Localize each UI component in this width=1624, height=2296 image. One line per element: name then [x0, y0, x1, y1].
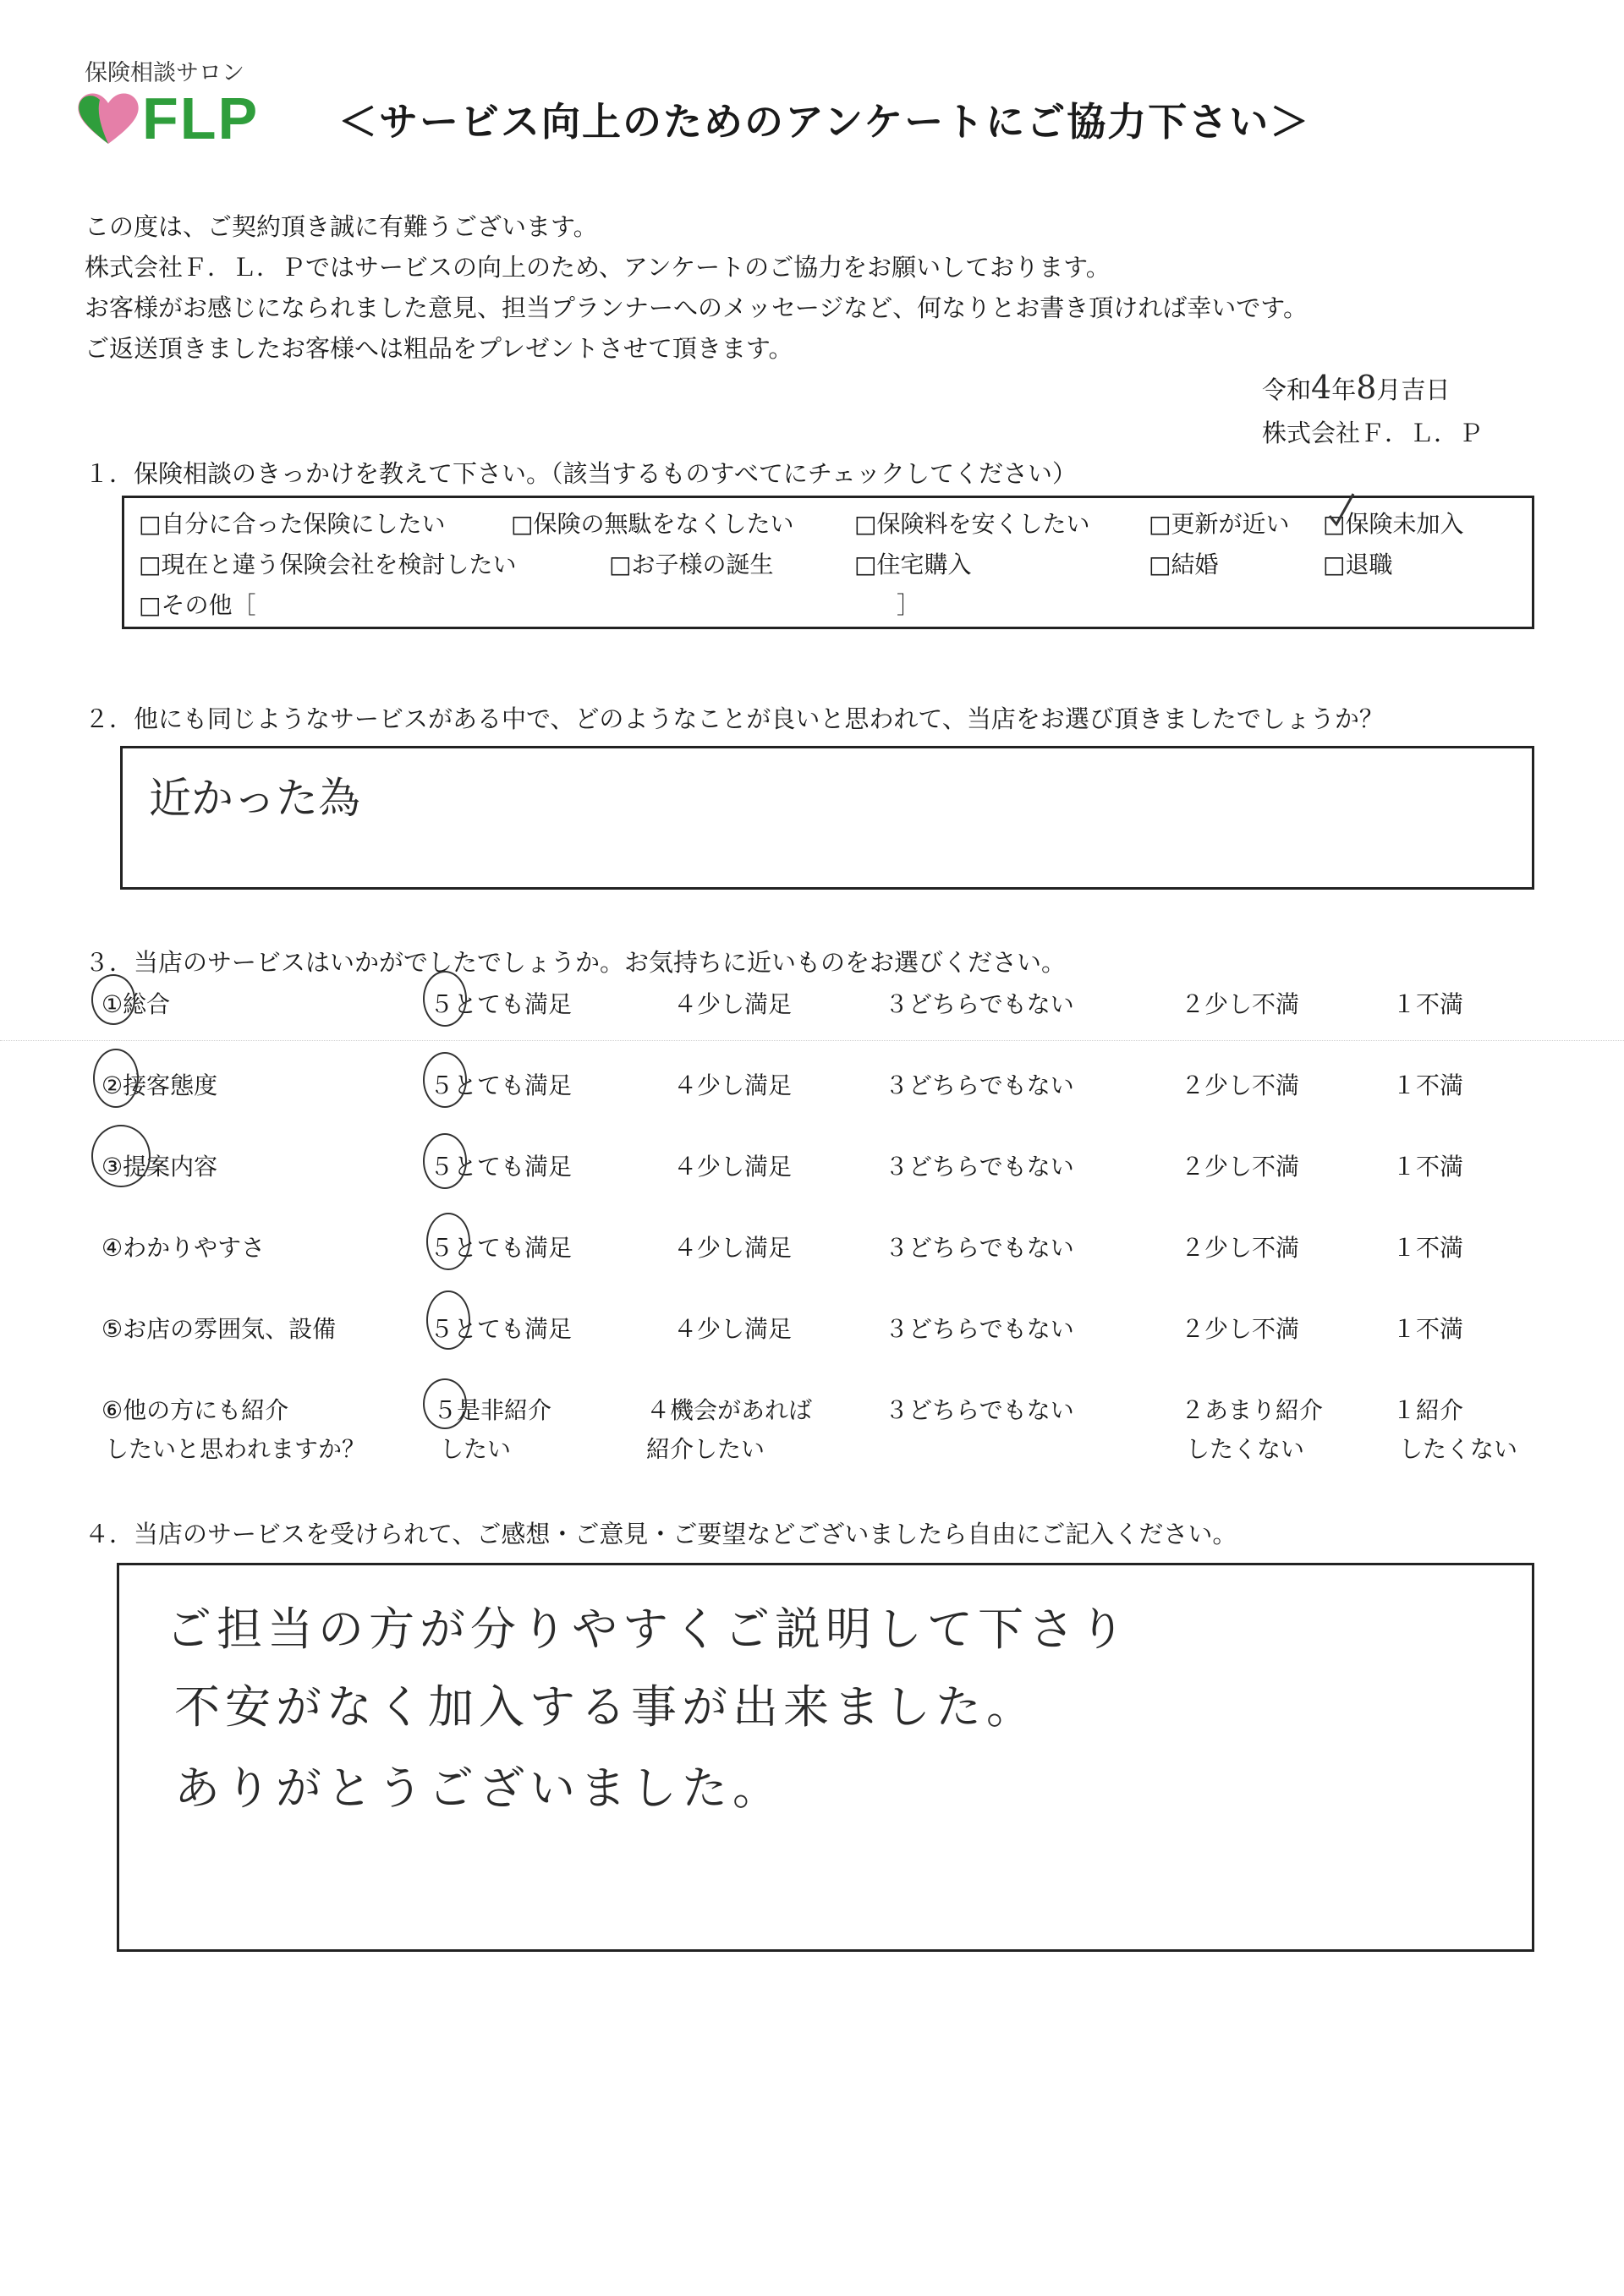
q1-option[interactable]: □更新が近い	[1149, 510, 1290, 538]
q3-option[interactable]: ３どちらでもない	[885, 1315, 1074, 1343]
q3-option[interactable]: ３どちらでもない	[885, 1153, 1074, 1181]
selection-circle	[423, 1378, 467, 1429]
date-month: 8	[1356, 369, 1377, 406]
q3-option[interactable]: ４少し満足	[673, 1153, 793, 1181]
q3-option[interactable]: ４少し満足	[673, 1315, 793, 1343]
q3-option-line2: したくない	[1186, 1435, 1305, 1463]
selection-circle	[423, 1133, 467, 1189]
logo-tagline: 保険相談サロン	[85, 60, 244, 86]
q3-option[interactable]: ３どちらでもない	[885, 990, 1074, 1018]
q1-option[interactable]: □保険の無駄をなくしたい	[511, 510, 794, 538]
q3-option[interactable]: ５とても満足	[430, 1234, 573, 1262]
q3-option-line2: 紹介したい	[646, 1435, 765, 1463]
logo-name: FLP	[142, 85, 260, 151]
row-circle	[91, 1125, 151, 1187]
q4-answer-line: 不安がなく加入する事が出来ました。	[174, 1680, 1037, 1734]
q3-option[interactable]: ２少し不満	[1181, 1153, 1300, 1181]
q3-option[interactable]: ５是非紹介	[433, 1396, 552, 1424]
q3-option[interactable]: ３どちらでもない	[885, 1396, 1074, 1424]
q2-answer: 近かった為	[149, 774, 360, 823]
q3-row-label: ①総合	[102, 990, 171, 1018]
intro-line: この度は、ご契約頂き誠に有難うございます。	[85, 212, 598, 241]
q3-option[interactable]: ３どちらでもない	[885, 1071, 1074, 1099]
check-mark-icon	[1325, 490, 1358, 528]
q3-option[interactable]: ４機会があれば	[646, 1396, 813, 1424]
q1-other-close: ］	[897, 591, 921, 619]
q3-row-label: ⑤お店の雰囲気、設備	[102, 1315, 337, 1343]
q3-option[interactable]: １紹介	[1392, 1396, 1464, 1424]
q1-option[interactable]: □現在と違う保険会社を検討したい	[139, 551, 517, 578]
q3-row-label-line2: したいと思われますか？	[105, 1435, 366, 1463]
q3-option[interactable]: １不満	[1392, 1153, 1464, 1181]
intro-line: 株式会社Ｆ．Ｌ．Ｐではサービスの向上のため、アンケートのご協力をお願いしております。	[85, 253, 1111, 282]
q3-option[interactable]: ２少し不満	[1181, 1315, 1300, 1343]
q3-option[interactable]: ２少し不満	[1181, 990, 1300, 1018]
q1-option[interactable]: □住宅購入	[854, 551, 972, 578]
q4-heading: ４．当店のサービスを受けられて、ご感想・ご意見・ご要望などございましたら自由にご記入ください。	[85, 1520, 1237, 1548]
q3-option[interactable]: １不満	[1392, 1234, 1464, 1262]
selection-circle	[423, 1052, 467, 1108]
company-name: 株式会社Ｆ．Ｌ．Ｐ	[1262, 419, 1484, 447]
q1-option[interactable]: □結婚	[1149, 551, 1219, 578]
q3-option[interactable]: ５とても満足	[430, 1071, 573, 1099]
selection-circle	[423, 971, 467, 1027]
q3-option[interactable]: １不満	[1392, 1071, 1464, 1099]
q3-option[interactable]: １不満	[1392, 1315, 1464, 1343]
q3-option[interactable]: ５とても満足	[430, 1315, 573, 1343]
q3-option[interactable]: １不満	[1392, 990, 1464, 1018]
q3-option[interactable]: ２あまり紹介	[1181, 1396, 1324, 1424]
row-circle	[93, 1049, 139, 1108]
q3-row-label: ④わかりやすさ	[102, 1234, 266, 1262]
q3-heading: ３．当店のサービスはいかがでしたでしょうか。お気持ちに近いものをお選びください。	[85, 948, 1067, 977]
q3-row-label: ⑥他の方にも紹介	[102, 1396, 289, 1424]
q1-option[interactable]: □退職	[1323, 551, 1393, 578]
date-year: 4	[1311, 369, 1332, 406]
q1-option[interactable]: □自分に合った保険にしたい	[139, 510, 446, 538]
q3-option[interactable]: ２少し不満	[1181, 1071, 1300, 1099]
q3-option-line2: したい	[440, 1435, 512, 1463]
q3-option[interactable]: ３どちらでもない	[885, 1234, 1074, 1262]
q3-option[interactable]: ４少し満足	[673, 990, 793, 1018]
selection-circle	[426, 1290, 470, 1350]
q4-answer-line: ご担当の方が分りやすくご説明して下さり	[166, 1603, 1130, 1656]
q3-option[interactable]: ５とても満足	[430, 990, 573, 1018]
logo	[74, 54, 277, 156]
intro-line: ご返送頂きましたお客様へは粗品をプレゼントさせて頂きます。	[85, 334, 793, 363]
selection-circle	[426, 1213, 470, 1270]
q3-option[interactable]: ５とても満足	[430, 1153, 573, 1181]
q1-option[interactable]: □お子様の誕生	[609, 551, 774, 578]
q1-option[interactable]: □保険未加入	[1323, 510, 1464, 538]
q3-option[interactable]: ２少し不満	[1181, 1234, 1300, 1262]
date: 令和4年8月吉日	[1262, 369, 1451, 406]
q3-row-label: ③提案内容	[102, 1153, 218, 1181]
row-circle	[91, 974, 135, 1025]
q3-option[interactable]: ４少し満足	[673, 1071, 793, 1099]
q2-heading: ２．他にも同じようなサービスがある中で、どのようなことが良いと思われて、当店をお選び頂きましたでしょうか？	[85, 704, 1384, 733]
q1-option[interactable]: □保険料を安くしたい	[854, 510, 1090, 538]
q1-heading: １．保険相談のきっかけを教えて下さい。（該当するものすべてにチェックしてください）	[85, 459, 1078, 488]
q3-option[interactable]: ４少し満足	[673, 1234, 793, 1262]
intro-line: お客様がお感じになられました意見、担当プランナーへのメッセージなど、何なりとお書き頂ければ幸いです。	[85, 293, 1308, 322]
q3-option-line2: したくない	[1399, 1435, 1518, 1463]
q1-other-label[interactable]: □その他［	[139, 591, 256, 619]
heart-icon	[74, 88, 142, 147]
q3-row-label: ②接客態度	[102, 1071, 218, 1099]
page-title: ＜サービス向上のためのアンケートにご協力下さい＞	[338, 99, 1311, 145]
q4-answer-line: ありがとうございました。	[174, 1762, 783, 1815]
